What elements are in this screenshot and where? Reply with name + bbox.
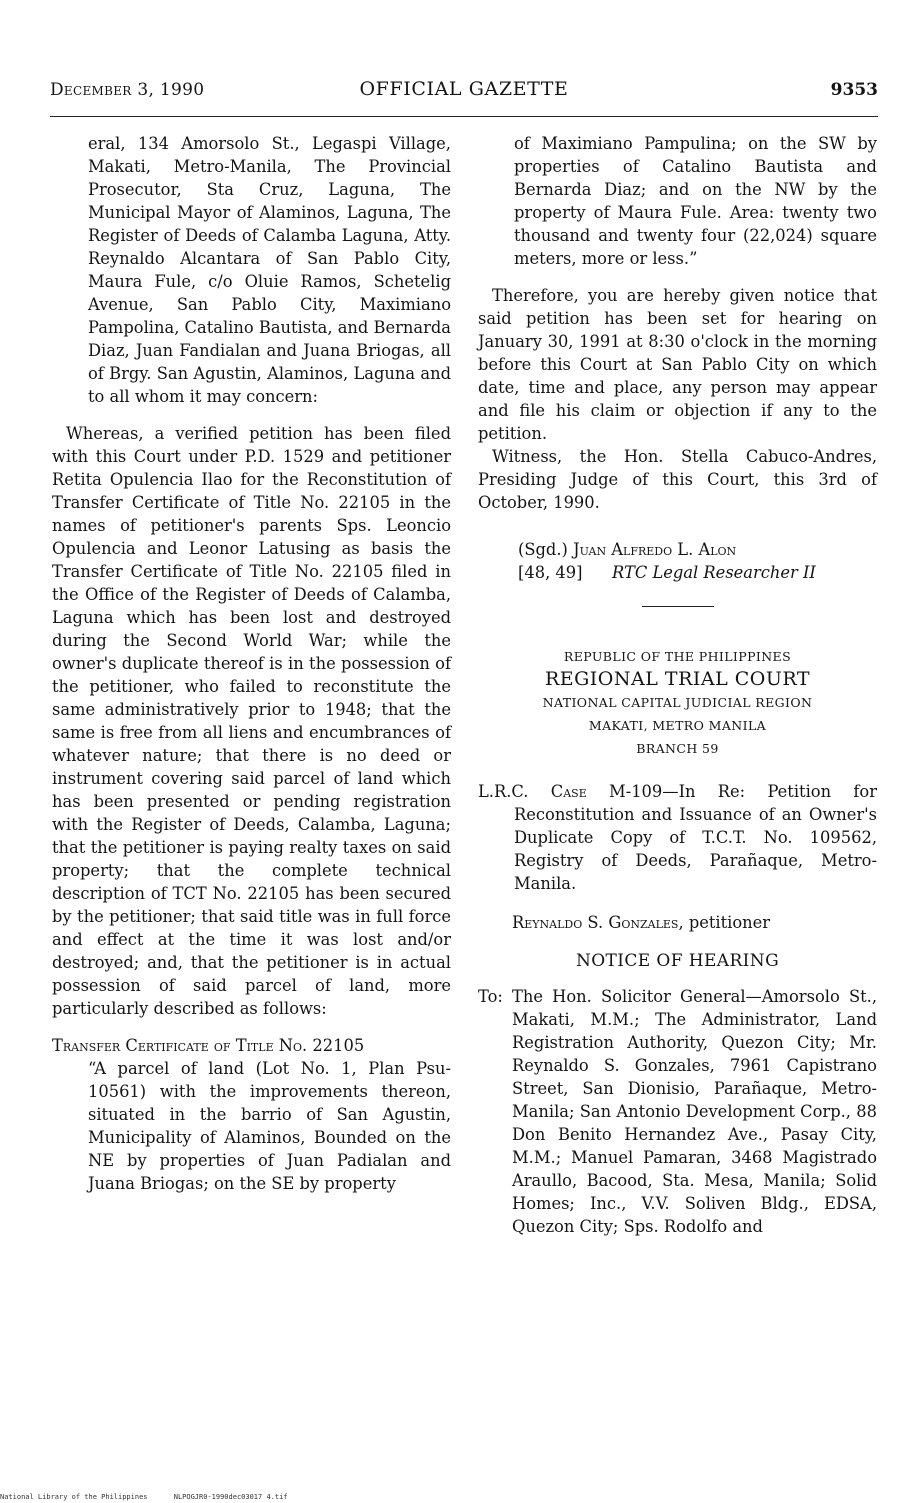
file-name: NLPOGJR0-1990dec03017 4.tif bbox=[173, 1493, 288, 1501]
to-addressees bbox=[478, 985, 877, 1238]
page-header bbox=[50, 78, 878, 108]
land-description-start: “A parcel of land (Lot No. 1, Plan Psu-10561) with the improvements thereon, situated in the barrio of San Agustin, Municipality of Alaminos, Bounded on the NE by properties of Juan Padialan and Juana Briogas; on the SE by property bbox=[88, 1059, 451, 1193]
left-column bbox=[52, 132, 451, 1195]
signature-prefix: (Sgd.) bbox=[518, 540, 568, 559]
case-caption bbox=[478, 780, 877, 895]
scan-footer bbox=[0, 1493, 310, 1501]
tct-heading: Transfer Certificate of Title No. 22105 bbox=[52, 1036, 365, 1055]
notice-title: NOTICE OF HEARING bbox=[575, 951, 780, 971]
section-divider bbox=[642, 606, 714, 607]
to-text: The Hon. Solicitor General—Amorsolo St., Makati, M.M.; The Administrator, Land Registration Authority, Quezon City; Mr. Reynaldo S. Gonzales, 7961 Capistrano Street, San Dionisio, Parañaque, Metro-Manila; San Antonio Development Corp., 88 Don Benito Hernandez Ave., Pasay City, M.M.; Manuel Pamaran, 3468 Magistrado Araullo, Bacood, Sta. Mesa, Manila; Solid Homes; Inc., V.V. Soliven Bldg., EDSA, Quezon City; Sps. Rodolfo and bbox=[512, 987, 877, 1236]
signatory-name: Juan Alfredo L. Alon bbox=[573, 540, 737, 559]
court-name: REGIONAL TRIAL COURT bbox=[544, 668, 811, 690]
issue-code: [48, 49] bbox=[518, 563, 583, 582]
republic-line: REPUBLIC OF THE PHILIPPINES bbox=[563, 649, 792, 664]
addressees-continued: eral, 134 Amorsolo St., Legaspi Village, Makati, Metro-Manila, The Provincial Prosecutor, Sta Cruz, Laguna, The Municipal Mayor of Alaminos, Laguna, The Register of Deeds of Calamba Laguna, Atty. Reynaldo Alcantara of San Pablo City, Maura Fule, c/o Oluie Ramos, Schetelig Avenue, San Pablo City, Maximiano Pampolina, Catalino Bautista, and Bernarda Diaz, Juan Fandialan and Juana Briogas, all of Brgy. San Agustin, Alaminos, Laguna and to all whom it may concern: bbox=[88, 134, 451, 406]
court-city: MAKATI, METRO MANILA bbox=[588, 718, 767, 733]
witness-paragraph: Witness, the Hon. Stella Cabuco-Andres, Presiding Judge of this Court, this 3rd of October, 1990. bbox=[478, 447, 877, 512]
petitioner-role: , petitioner bbox=[678, 913, 771, 932]
signatory-title: RTC Legal Researcher II bbox=[612, 563, 816, 582]
petitioner-name: Reynaldo S. Gonzales bbox=[512, 913, 679, 932]
petitioner-line bbox=[478, 911, 877, 934]
court-branch: BRANCH 59 bbox=[636, 741, 719, 756]
header-rule bbox=[50, 116, 878, 117]
page-number: 9353 bbox=[830, 80, 878, 100]
court-heading bbox=[478, 645, 877, 760]
right-column bbox=[478, 132, 877, 1238]
case-text: —In Re: Petition for Reconstitution and Issuance of an Owner's Duplicate Copy of T.C.T. No. 109562, Registry of Deeds, Parañaque, Metro-Manila. bbox=[514, 782, 877, 893]
land-description-end: of Maximiano Pampulina; on the SW by properties of Catalino Bautista and Bernarda Diaz; and on the NW by the property of Maura Fule. Area: twenty two thousand and twenty four (22,024) square meters, more or less.” bbox=[514, 134, 877, 268]
therefore-paragraph: Therefore, you are hereby given notice that said petition has been set for hearing on January 30, 1991 at 8:30 o'clock in the morning before this Court at San Pablo City on which date, time and place, any person may appear and file his claim or objection if any to the petition. bbox=[478, 286, 877, 443]
case-number: L.R.C. Case M-109 bbox=[478, 782, 663, 801]
signature-block bbox=[478, 538, 877, 584]
library-name: National Library of the Philippines bbox=[0, 1493, 148, 1501]
publication-title: OFFICIAL GAZETTE bbox=[359, 78, 569, 100]
to-label: To: bbox=[478, 987, 503, 1006]
court-region: NATIONAL CAPITAL JUDICIAL REGION bbox=[542, 695, 813, 710]
issue-date: December 3, 1990 bbox=[50, 80, 205, 100]
whereas-paragraph: Whereas, a verified petition has been filed with this Court under P.D. 1529 and petitioner Retita Opulencia Ilao for the Reconstitution of Transfer Certificate of Title No. 22105 in the names of petitioner's parents Sps. Leoncio Opulencia and Leonor Latusing as basis the Transfer Certificate of Title No. 22105 filed in the Office of the Register of Deeds of Calamba, Laguna which has been lost and destroyed during the Second World War; while the owner's duplicate thereof is in the possession of the petitioner, who failed to reconstitute the same administratively prior to 1948; that the same is free from all liens and encumbrances of whatever nature; that there is no deed or instrument covering said parcel of land which has been presented or pending registration with the Register of Deeds, Calamba, Laguna; that the petitioner is paying realty taxes on said property; that the complete technical description of TCT No. 22105 has been secured by the petitioner; that said title was in full force and effect at the time it was lost and/or destroyed; and, that the petitioner is in actual possession of said parcel of land, more particularly described as follows: bbox=[52, 424, 451, 1018]
